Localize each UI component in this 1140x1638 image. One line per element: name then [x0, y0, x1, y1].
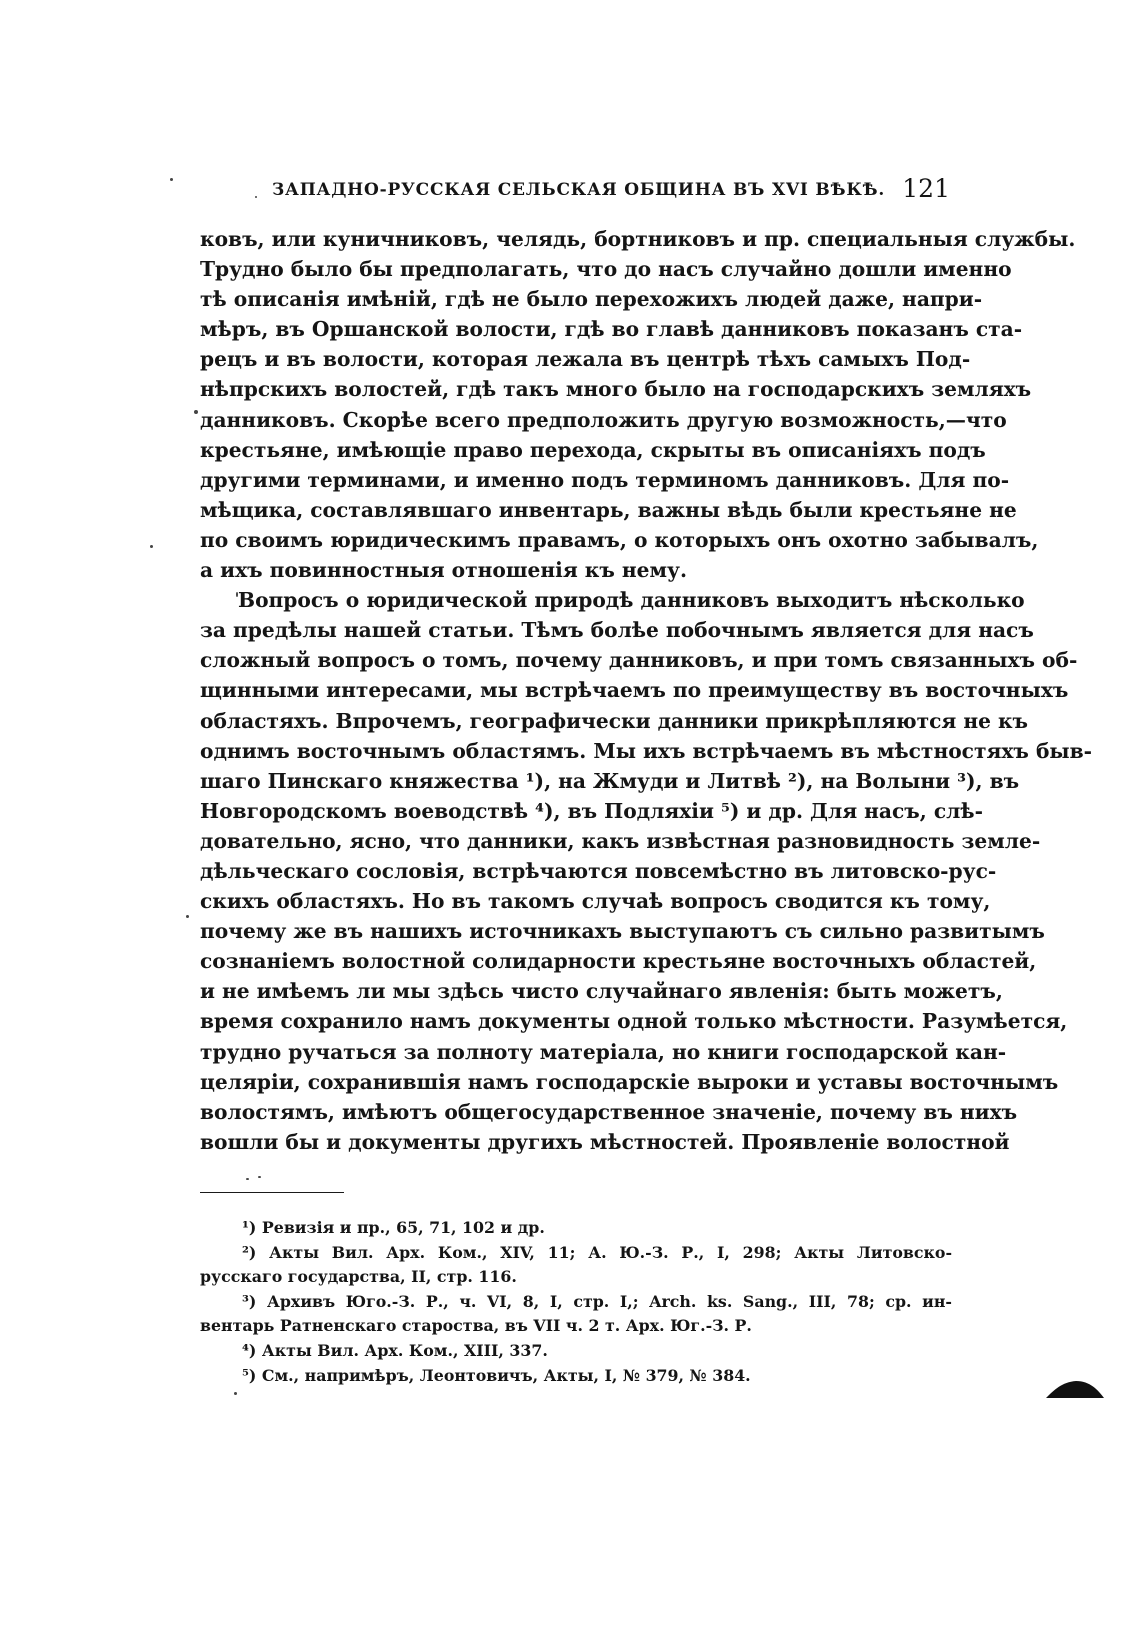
scan-speck	[150, 545, 153, 548]
text-line: скихъ областяхъ. Но въ такомъ случаѣ вопросъ сводится къ тому,	[200, 889, 991, 914]
footnote-4: ⁴) Акты Вил. Арх. Ком., XIII, 337.	[242, 1340, 548, 1360]
footnote-divider	[200, 1192, 344, 1193]
text-line: мѣръ, въ Оршанской волости, гдѣ во главѣ данниковъ показанъ ста-	[200, 317, 1023, 342]
text-line: данниковъ. Скорѣе всего предположить другую возможность,—что	[200, 407, 1007, 432]
text-line: сложный вопросъ о томъ, почему данниковъ, и при томъ связанныхъ об-	[200, 648, 1078, 673]
scan-speck	[258, 1176, 261, 1178]
text-line: вошли бы и документы другихъ мѣстностей. Проявленіе волостной	[200, 1129, 1010, 1154]
text-line: целяріи, сохранившія намъ господарскіе выроки и уставы восточнымъ	[200, 1069, 1059, 1094]
scan-speck	[170, 178, 173, 181]
ink-blot-icon	[1044, 1378, 1106, 1400]
text-line: за предѣлы нашей статьи. Тѣмъ болѣе побочнымъ является для насъ	[200, 618, 1034, 643]
text-line: а ихъ повинностныя отношенія къ нему.	[200, 558, 687, 583]
text-line: областяхъ. Впрочемъ, географически данники прикрѣпляются не къ	[200, 708, 1029, 733]
scan-speck	[194, 410, 198, 414]
footnote-1: ¹) Ревизія и пр., 65, 71, 102 и др.	[242, 1218, 545, 1237]
paragraph-start-line: Вопросъ о юридической природѣ данниковъ выходитъ нѣсколько	[238, 588, 1025, 613]
main-text	[200, 224, 1093, 1157]
text-line: волостямъ, имѣютъ общегосударственное значеніе, почему въ нихъ	[200, 1099, 1018, 1124]
footnote-3: ³) Архивъ Юго.-З. Р., ч. VI, 8, I, стр. I,; Arch. ks. Sang., III, 78; ср. ин-	[242, 1291, 952, 1311]
text-line: сознаніемъ волостной солидарности крестьяне восточныхъ областей,	[200, 949, 1037, 974]
text-line: рецъ и въ волости, которая лежала въ центрѣ тѣхъ самыхъ Под-	[200, 347, 971, 372]
text-line: трудно ручаться за полноту матеріала, но книги господарской кан-	[200, 1039, 1007, 1064]
text-line: однимъ восточнымъ областямъ. Мы ихъ встрѣчаемъ въ мѣстностяхъ быв-	[200, 738, 1093, 763]
text-line: по своимъ юридическимъ правамъ, о которыхъ онъ охотно забывалъ,	[200, 527, 1039, 552]
text-line: ковъ, или куничниковъ, челядь, бортниковъ и пр. специальныя службы.	[200, 227, 1076, 251]
text-line: почему же въ нашихъ источникахъ выступаютъ съ сильно развитымъ	[200, 919, 1045, 944]
text-line: Новгородскомъ воеводствѣ ⁴), въ Подляхіи ⁵) и др. Для насъ, слѣ-	[200, 798, 983, 823]
text-line: дѣльческаго сословія, встрѣчаются повсемѣстно въ литовско-рус-	[200, 858, 997, 883]
text-line: нѣпрскихъ волостей, гдѣ такъ много было на господарскихъ земляхъ	[200, 377, 1032, 402]
page-header	[200, 174, 952, 208]
text-line: мѣщика, составлявшаго инвентарь, важны вѣдь были крестьяне не	[200, 497, 1017, 522]
scan-speck	[255, 196, 257, 198]
page-number: 121	[902, 174, 950, 203]
footnote-2: ²) Акты Вил. Арх. Ком., XIV, 11; А. Ю.-З. Р., I, 298; Акты Литовско-	[242, 1242, 952, 1262]
scan-speck	[234, 1392, 237, 1395]
text-line: шаго Пинскаго княжества ¹), на Жмуди и Литвѣ ²), на Волыни ³), въ	[200, 768, 1020, 793]
text-line: крестьяне, имѣющіе право перехода, скрыты въ описаніяхъ подъ	[200, 437, 986, 462]
footnotes	[200, 1216, 952, 1388]
scan-speck	[246, 1178, 249, 1180]
scan-speck	[186, 915, 189, 918]
text-line: Трудно было бы предполагать, что до насъ случайно дошли именно	[200, 257, 1012, 282]
text-line: довательно, ясно, что данники, какъ извѣстная разновидность земле-	[200, 828, 1041, 853]
text-line: и не имѣемъ ли мы здѣсь чисто случайнаго явленія: быть можетъ,	[200, 979, 1003, 1004]
text-line: щинными интересами, мы встрѣчаемъ по преимуществу въ восточныхъ	[200, 678, 1069, 703]
footnote-3-continued: вентарь Ратненскаго староства, въ VII ч. 2 т. Арх. Юг.-З. Р.	[200, 1316, 752, 1336]
footnote-5: ⁵) См., напримѣръ, Леонтовичъ, Акты, I, № 379, № 384.	[242, 1365, 751, 1385]
footnote-2-continued: русскаго государства, II, стр. 116.	[200, 1267, 517, 1287]
scan-speck	[236, 592, 238, 597]
text-line: время сохранило намъ документы одной только мѣстности. Разумѣется,	[200, 1009, 1068, 1034]
running-title: ЗАПАДНО-РУССКАЯ СЕЛЬСКАЯ ОБЩИНА ВЪ XVI ВѢКѢ.	[272, 180, 886, 200]
text-line: тѣ описанія имѣній, гдѣ не было перехожихъ людей даже, напри-	[200, 287, 983, 312]
text-line: другими терминами, и именно подъ терминомъ данниковъ. Для по-	[200, 467, 1010, 492]
